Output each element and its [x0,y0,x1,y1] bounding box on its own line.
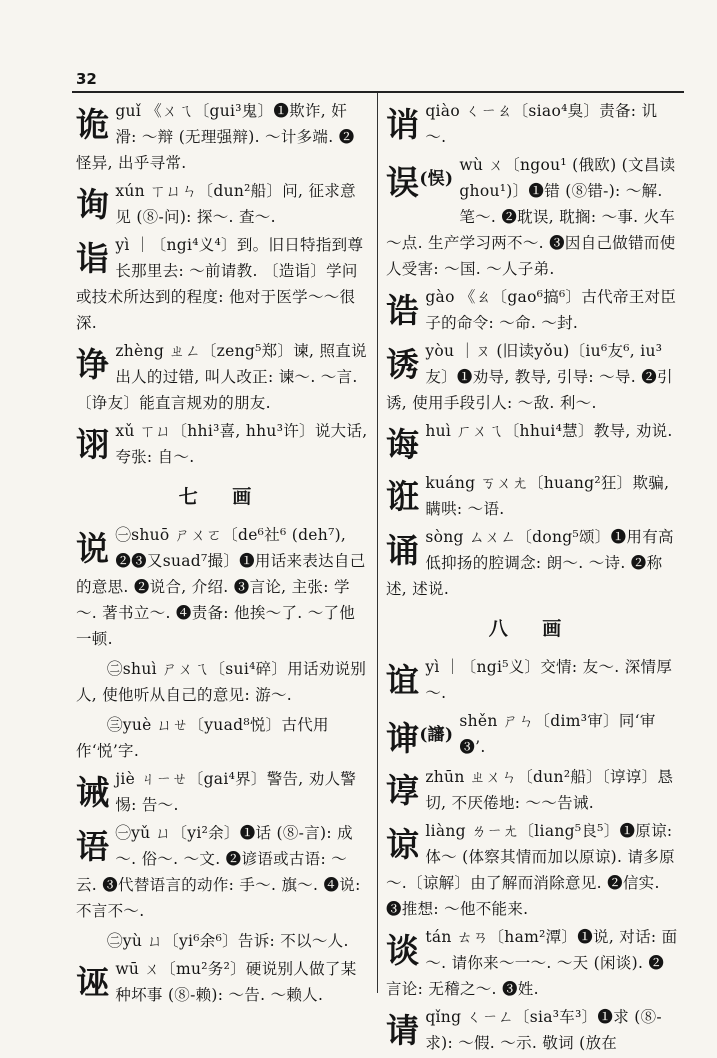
section-heading-eight-strokes: 八 画 [488,618,576,640]
sub-reading: ㊁shuì ㄕㄨㄟ〔sui⁴碎〕用话劝说别人, 使他听从自己的意见: 游～. [76,660,367,704]
entry-zhun [386,764,678,816]
entry-jie [76,766,368,818]
headword: 诳 [386,477,420,516]
page-number: 32 [76,70,97,88]
definition: gào 《ㄠ〔gao⁶搞⁶〕古代帝王对臣子的命令: ～命. ～封. [425,288,677,332]
variant-form: (悮) [419,169,454,189]
headword: 说 [76,529,110,568]
definition: yòu ｜ㄡ (旧读yǒu)〔iu⁶友⁶, iu³友〕❶劝导, 教导, 引导: ～导. ❷引诱, 使用手段引人: ～敌. 利～. [386,342,673,412]
entry-qiao [386,98,678,150]
definition: xún ㄒㄩㄣ〔dun²船〕问, 征求意见 (⑧-问): 探～. 查～. [115,182,356,226]
headword: 诬 [76,963,110,1002]
headword: 诲 [386,425,420,464]
headword: 谈 [386,931,420,970]
definition: xǔ ㄒㄩ〔hhi³喜, hhu³许〕说大话, 夸张: 自～. [115,422,368,466]
entry-you [386,338,678,416]
entry-xun [76,178,368,230]
entry-zheng [76,338,368,416]
definition: jiè ㄐㄧㄝ〔gai⁴界〕警告, 劝人警惕: 告～. [115,770,357,814]
headword: 诫 [76,773,110,812]
headword: 谊 [386,661,420,700]
entry-wu [76,956,368,1008]
headword: 诩 [76,425,110,464]
definition: yì ｜〔ngi⁵义〕交情: 友～. 深情厚～. [425,658,673,702]
definition: wū ㄨ〔mu²务²〕硬说别人做了某种坏事 (⑧-赖): ～告. ～赖人. [115,960,357,1004]
headword: 诱 [386,345,420,384]
definition: kuáng ㄎㄨㄤ〔huang²狂〕欺骗, 瞒哄: ～语. [425,474,670,518]
entry-kuang [386,470,678,522]
headword: 诡 [76,105,110,144]
entry-qing [386,1004,678,1056]
left-column [76,98,368,1010]
headword: 诵 [386,531,420,570]
sub-reading: ㊂yuè ㄩㄝ〔yuad⁸悦〕古代用作‘悦’字. [76,716,329,760]
entry-gao [386,284,678,336]
entry-wu [386,152,678,282]
headword: 谅 [386,825,420,864]
entry-gui [76,98,368,176]
entry-tan [386,924,678,1002]
headword: 询 [76,185,110,224]
definition: ㊀shuō ㄕㄨㄛ〔de⁶社⁶ (deh⁷), ❷❸又suad⁷撮〕❶用话来表达自己的意思. ❷说合, 介绍. ❸言论, 主张: 学～. 著书立～. ❹责备: 他挨～了. ～了他一顿. [76,526,366,648]
headword: 诣 [76,239,110,278]
sub-reading: ㊁yù ㄩ〔yi⁶余⁶〕告诉: 不以～人. [107,932,349,950]
headword: 诤 [76,345,110,384]
entry-song [386,524,678,602]
entry-xu [76,418,368,470]
definition: guǐ 《ㄨㄟ〔gui³鬼〕❶欺诈, 奸滑: ～辩 (无理强辩). ～计多端. ❷怪异, 出乎寻常. [76,102,355,172]
definition: qǐng ㄑㄧㄥ〔sia³车³〕❶求 (⑧-求): ～假. ～示. 敬词 (放在 [425,1008,662,1052]
definition: shěn ㄕㄣ〔dim³审〕同‘审❸’. [459,712,656,756]
definition: zhèng ㄓㄥ〔zeng⁵郑〕谏, 照直说出人的过错, 叫人改正: 谏～. ～言.〔诤友〕能直言规劝的朋友. [76,342,367,412]
top-rule [72,91,684,93]
definition: huì ㄏㄨㄟ〔hhui⁴慧〕教导, 劝说. [425,422,673,440]
definition: tán ㄊㄢ〔ham²潭〕❶说, 对话: 面～. 请你来～一～. ～天 (闲谈). ❷言论: 无稽之～. ❸姓. [386,928,678,998]
entry-yi [76,232,368,336]
headword: 谆 [386,771,420,810]
entry-shuo [76,522,368,652]
entry-yi [386,654,678,706]
definition: sòng ㄙㄨㄥ〔dong⁵颂〕❶用有高低抑扬的腔调念: 朗～. ～诗. ❷称述, 述说. [386,528,674,598]
headword: 诮 [386,105,420,144]
variant-form: (讅) [419,725,454,745]
entry-shen [386,708,678,762]
definition: liàng ㄌㄧㄤ〔liang⁵良⁵〕❶原谅: 体～ (体察其情而加以原谅). 请多原～.〔谅解〕由了解而消除意见. ❷信实. ❸推想: ～他不能来. [386,822,675,918]
entry-hui [386,418,678,468]
column-divider [377,93,378,993]
headword: 请 [386,1011,420,1050]
section-heading-seven-strokes: 七 画 [178,486,266,508]
entry-liang [386,818,678,922]
definition: yì ｜〔ngi⁴义⁴〕到。旧日特指到尊长那里去: ～前请教. 〔造诣〕学问或技术所达到的程度: 他对于医学～～很深. [76,236,364,332]
headword: 谉$^{(讅)}$ [386,719,454,758]
definition: zhūn ㄓㄨㄣ〔dun²船〕〔谆谆〕恳切, 不厌倦地: ～～告诫. [425,768,674,812]
definition: qiào ㄑㄧㄠ〔siao⁴臭〕责备: 讥～. [425,102,658,146]
entry-yu [76,820,368,924]
definition: ㊀yǔ ㄩ〔yi²余〕❶话 (⑧-言): 成～. 俗～. ～文. ❷谚语或古语: ～云. ❸代替语言的动作: 手～. 旗～. ❹说: 不言不～. [76,824,361,920]
headword: 诰 [386,291,420,330]
headword: 语 [76,827,110,866]
right-column [386,98,678,1058]
definition: wù ㄨ〔ngou¹ (俄欧) (文昌读ghou¹)〕❶错 (⑧错-): ～解. 笔～. ❷耽误, 耽搁: ～事. 火车～点. 生产学习两不～. ❸因自己做错而使人受害: ～国. ～人子弟. [386,156,676,278]
headword: 误$^{(悮)}$ [386,163,454,202]
